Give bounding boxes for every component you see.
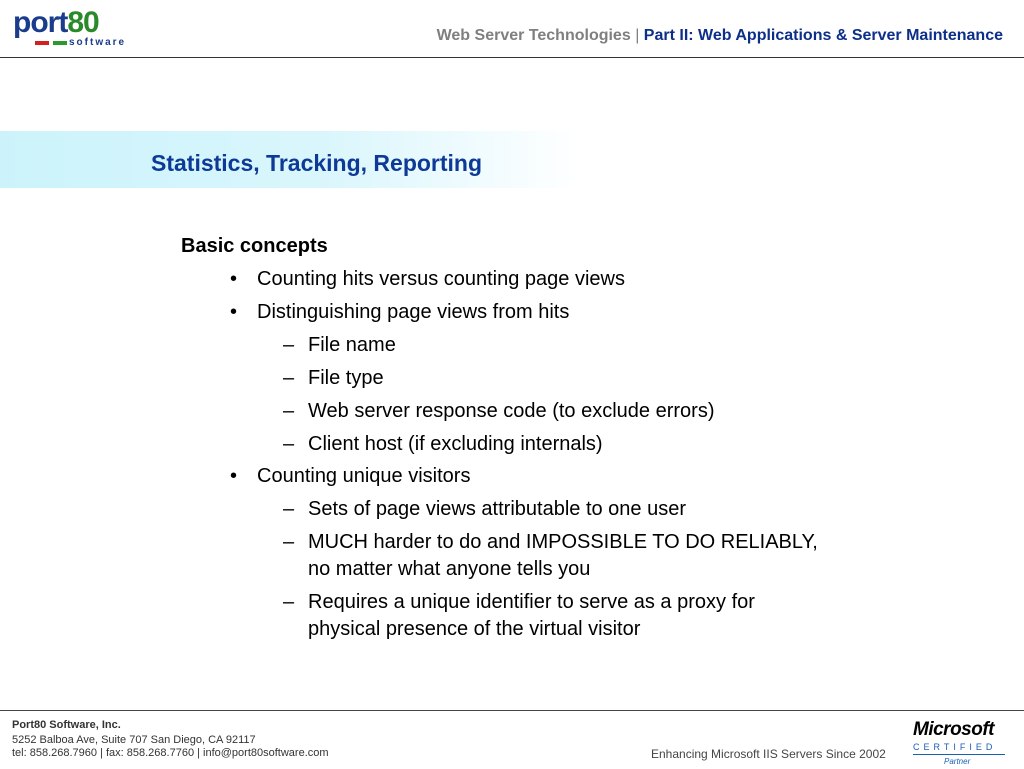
sub-item: Client host (if excluding internals) — [308, 433, 603, 455]
sub-item: File name — [308, 334, 396, 356]
ms-divider — [913, 754, 1005, 755]
slide-header — [0, 0, 1024, 58]
ms-certified: CERTIFIED — [913, 742, 997, 752]
footer-tagline: Enhancing Microsoft IIS Servers Since 2002 — [651, 747, 886, 761]
ms-brand: Microsoft — [913, 719, 994, 740]
slide-footer — [0, 710, 1024, 769]
bullet-marker: • — [230, 301, 238, 323]
dash-marker: – — [283, 498, 295, 520]
dash-marker: – — [283, 531, 295, 553]
logo-wordmark — [13, 8, 99, 38]
dash-marker: – — [283, 400, 295, 422]
logo-word-80: 80 — [67, 6, 99, 39]
port80-logo — [13, 8, 138, 50]
bullet-item: Distinguishing page views from hits — [257, 301, 570, 323]
sub-item: MUCH harder to do and IMPOSSIBLE TO DO RELIABLY, — [308, 531, 818, 553]
section-heading: Basic concepts — [181, 235, 328, 257]
dash-marker: – — [283, 433, 295, 455]
sub-item: File type — [308, 367, 384, 389]
footer-company: Port80 Software, Inc. — [12, 719, 121, 731]
course-name: Web Server Technologies — [436, 27, 631, 44]
logo-green-bar — [53, 41, 67, 45]
sub-item: Requires a unique identifier to serve as a proxy for — [308, 591, 755, 613]
logo-word-port: port — [13, 6, 68, 39]
microsoft-certified-badge — [913, 719, 1008, 767]
sub-item-continuation: physical presence of the virtual visitor — [308, 618, 641, 640]
bullet-marker: • — [230, 268, 238, 290]
footer-address: 5252 Balboa Ave, Suite 707 San Diego, CA 92117 — [12, 734, 256, 746]
slide-title: Statistics, Tracking, Reporting — [151, 150, 483, 176]
sub-item: Sets of page views attributable to one user — [308, 498, 687, 520]
bullet-item: Counting unique visitors — [257, 465, 471, 487]
sub-item: Web server response code (to exclude errors) — [308, 400, 715, 422]
footer-contact: tel: 858.268.7960 | fax: 858.268.7760 | info@port80software.com — [12, 747, 329, 759]
dash-marker: – — [283, 367, 295, 389]
logo-red-bar — [35, 41, 49, 45]
dash-marker: – — [283, 591, 295, 613]
bullet-marker: • — [230, 465, 238, 487]
header-separator: | — [635, 27, 640, 44]
ms-partner: Partner — [944, 757, 971, 766]
dash-marker: – — [283, 334, 295, 356]
sub-item-continuation: no matter what anyone tells you — [308, 558, 591, 580]
logo-subtitle: software — [69, 37, 127, 48]
header-title — [437, 27, 1003, 45]
bullet-item: Counting hits versus counting page views — [257, 268, 625, 290]
part-name: Part II: Web Applications & Server Maintenance — [643, 27, 1003, 44]
